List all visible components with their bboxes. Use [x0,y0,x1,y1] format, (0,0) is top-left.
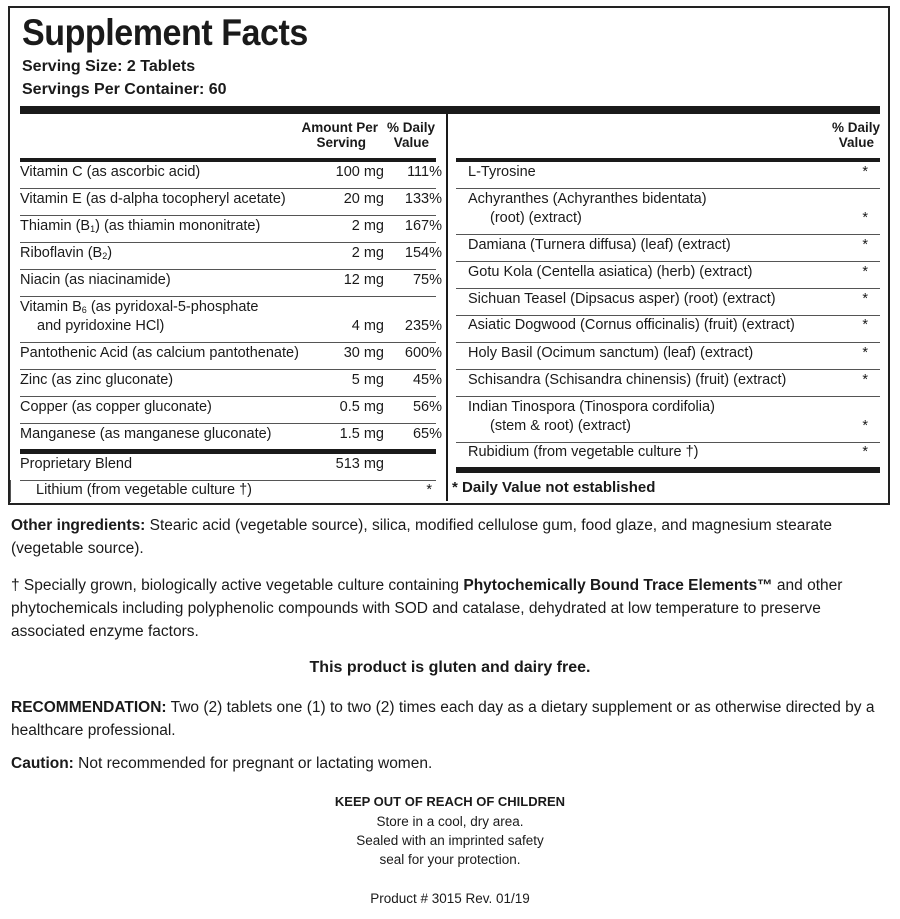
panel-title: Supplement Facts [22,12,308,53]
product-number: Product # 3015 Rev. 01/19 [370,891,530,906]
gluten-free-statement: This product is gluten and dairy free. [309,659,591,676]
amount-per-serving-header: Amount Per Serving [301,120,378,150]
daily-value-footnote: * Daily Value not established [452,479,656,496]
footnote-rule [456,467,880,473]
right-daily-value-header: % Daily Value [831,120,880,150]
caution: Caution: Not recommended for pregnant or lactating women. [11,755,433,772]
supplement-facts-panel: Supplement Facts Serving Size: 2 Tablets Servings Per Container: 60 Amount Per Serving % Daily Value % Daily Value Vitamin C (as ascorbic acid) 100 mg 111% Vitamin E (as d-alpha tocopheryl acetate) 20 mg 133% Thiamin $(B_1)$ (as thiamin mononitrate) 2 mg 167% Riboflavin $(B_2)$ 2 mg 154% Niacin (as niacinamide) 12 mg 75% Vitamin $B_6$ (as pyridoxal-5-phosphate and pyridoxine HCl) 4 mg 235% Pantothenic Acid (as calcium pantothenate) 30 mg 600% Zinc (as zinc gluconate) 5 mg 45% Copper (as copper gluconate) 0.5 mg 56% Manganese (as manganese gluconate) 1.5 mg 65% Proprietary Blend 513 mg Lithium (from vegetable culture †) * L-Tyrosine * Achyranthes (Achyranthes bidentata) (root) (extract) * Damiana (Turnera diffusa) (leaf) (extract) * Gotu Kola (Centella asiatica) (herb) (extract) * Sichuan Teasel (Dipsacus asper) (root) (extract) * Asiatic Dogwood (Cornus officinalis) (fruit) (extract) * Holy Basil (Ocimum sanctum) (leaf) (extract) * Schisandra (Schisandra chinensis) (fruit) (extract) * Indian Tinospora (Tinospora cordifolia) (stem & root) (extract) * Rubidium (from vegetable culture †) * * Daily Value not established [8,6,890,505]
storage-line: Store in a cool, dry area. [376,814,524,829]
other-ingredients: Other ingredients: Stearic acid (vegetable source), silica, modified cellulose gum, food glaze, and magnesium stearate (vegetable source). [11,517,833,557]
serving-size: Serving Size: 2 Tablets [22,58,196,75]
servings-per-container: Servings Per Container: 60 [22,81,227,98]
right-header-rule [456,158,880,162]
left-header-rule [20,158,436,162]
dagger-footnote: † Specially grown, biologically active vegetable culture containing Phytochemically Bound Trace Elements™ and other phytochemicals including polyphenolic compounds with SOD and catalase, dehydrated at low temperature to preserve associated enzyme factors. [11,577,843,640]
top-rule [20,106,880,114]
keep-out-warning: KEEP OUT OF REACH OF CHILDREN [334,794,566,809]
recommendation: RECOMMENDATION: Two (2) tablets one (1) to two (2) times each day as a dietary supplement or as otherwise directed by a healthcare professional. [11,699,875,739]
storage-line: Sealed with an imprinted safety [356,833,544,848]
storage-line: seal for your protection. [379,852,521,867]
blend-rule [20,449,436,454]
left-daily-value-header: % Daily Value [386,120,435,150]
column-divider [446,114,448,501]
